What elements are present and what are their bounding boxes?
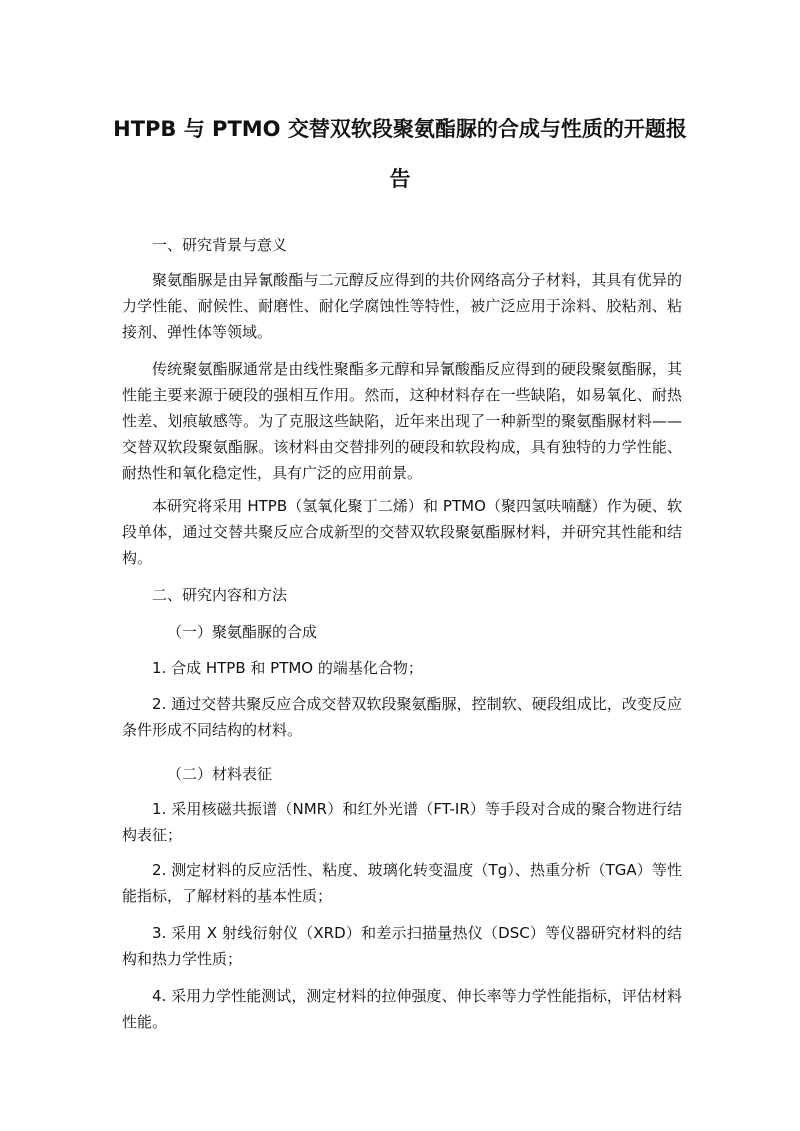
list-item-characterization-4: 4. 采用力学性能测试，测定材料的拉伸强度、伸长率等力学性能指标，评估材料性能。 — [122, 987, 682, 1031]
paragraph-background-1: 聚氨酯脲是由异氰酸酯与二元醇反应得到的共价网络高分子材料，其具有优异的力学性能、耐候性、耐磨性、耐化学腐蚀性等特性，被广泛应用于涂料、胶粘剂、粘接剂、弹性体等领域。 — [122, 271, 682, 341]
section-heading-background: 一、研究背景与意义 — [152, 236, 288, 254]
subsection-heading-synthesis: （一）聚氨酯脲的合成 — [167, 623, 318, 641]
section-heading-methods: 二、研究内容和方法 — [152, 586, 288, 604]
list-item-synthesis-2: 2. 通过交替共聚反应合成交替双软段聚氨酯脲，控制软、硬段组成比，改变反应条件形成不同结构的材料。 — [122, 695, 682, 739]
list-item-characterization-2: 2. 测定材料的反应活性、粘度、玻璃化转变温度（Tg）、热重分析（TGA）等性能指标，了解材料的基本性质； — [122, 861, 682, 905]
paragraph-background-2: 传统聚氨酯脲通常是由线性聚酯多元醇和异氰酸酯反应得到的硬段聚氨酯脲，其性能主要来源于硬段的强相互作用。然而，这种材料存在一些缺陷，如易氧化、耐热性差、划痕敏感等。为了克服这些缺陷，近年来出现了一种新型的聚氨酯脲材料——交替双软段聚氨酯脲。该材料由交替排列的硬段和软段构成，具有独特的力学性能、耐热性和氧化稳定性，具有广泛的应用前景。 — [122, 360, 682, 482]
subsection-heading-characterization: （二）材料表征 — [167, 765, 273, 783]
paragraph-research-plan: 本研究将采用 HTPB（氢氧化聚丁二烯）和 PTMO（聚四氢呋喃醚）作为硬、软段单体，通过交替共聚反应合成新型的交替双软段聚氨酯脲材料，并研究其性能和结构。 — [122, 497, 682, 567]
list-item-characterization-3: 3. 采用 X 射线衍射仪（XRD）和差示扫描量热仪（DSC）等仪器研究材料的结构和热力学性质； — [122, 924, 682, 968]
document-title: HTPB 与 PTMO 交替双软段聚氨酯脲的合成与性质的开题报告 — [113, 117, 687, 191]
list-item-characterization-1: 1. 采用核磁共振谱（NMR）和红外光谱（FT-IR）等手段对合成的聚合物进行结构表征； — [122, 800, 682, 844]
list-item-synthesis-1: 1. 合成 HTPB 和 PTMO 的端基化合物； — [152, 659, 423, 677]
